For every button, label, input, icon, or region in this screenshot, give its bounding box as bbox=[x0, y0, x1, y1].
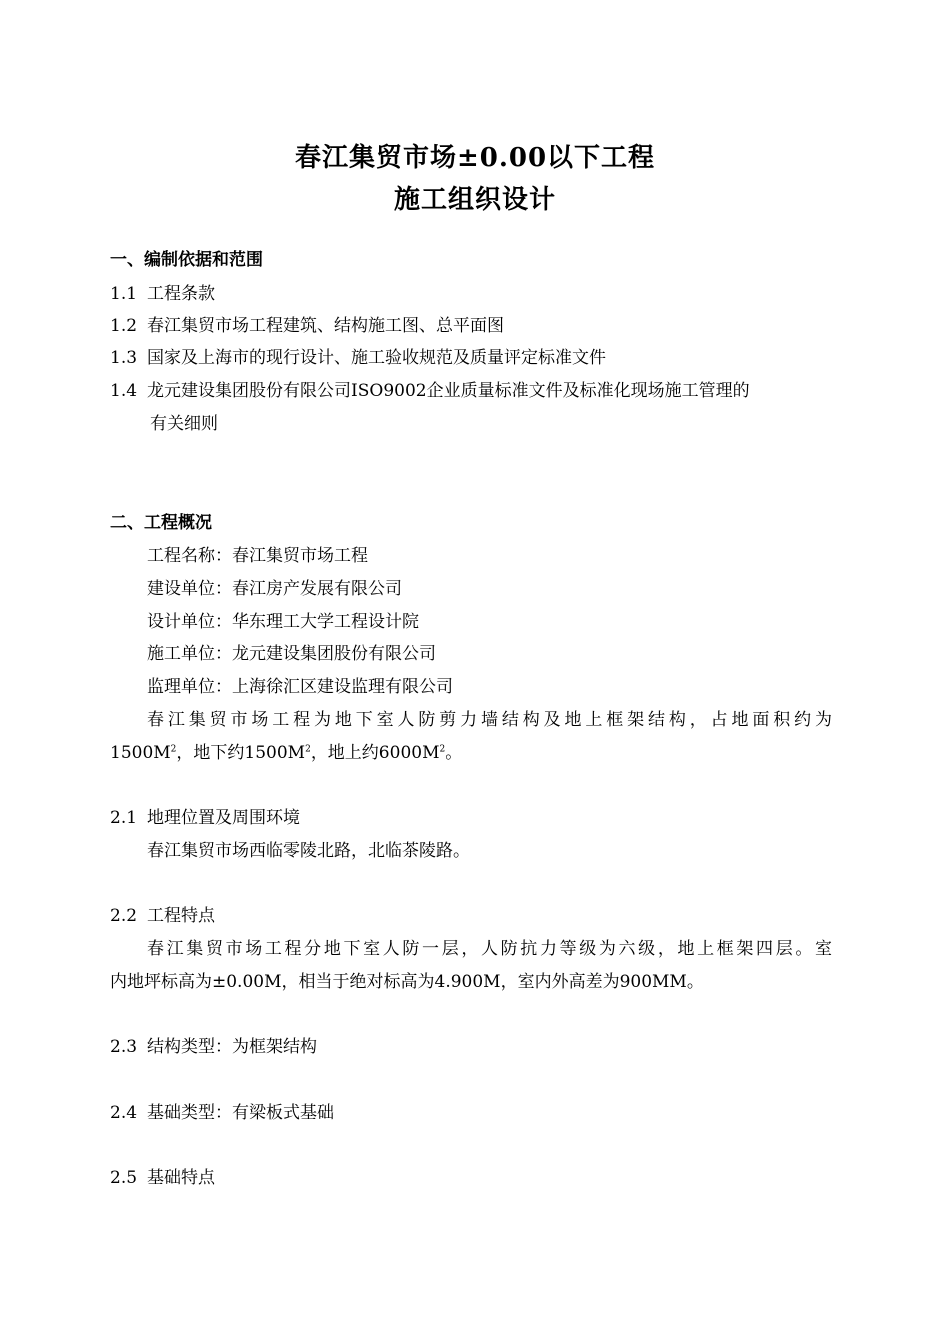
subsection-2-2-body-line2: 内地坪标高为±0.00M，相当于绝对标高为4.900M，室内外高差为900MM。 bbox=[110, 972, 704, 992]
item-text: 春江集贸市场工程建筑、结构施工图、总平面图 bbox=[147, 316, 505, 336]
item-number: 2.5 bbox=[110, 1168, 138, 1188]
subsection-2-5-heading bbox=[110, 1166, 215, 1190]
section1-heading: 一、编制依据和范围 bbox=[110, 250, 263, 270]
section1-item bbox=[110, 314, 504, 338]
item-number: 1.4 bbox=[110, 381, 138, 401]
area-total: 1500M bbox=[110, 743, 171, 763]
item-number: 1.3 bbox=[110, 348, 138, 368]
item-number: 2.1 bbox=[110, 808, 138, 828]
item-text: 龙元建设集团股份有限公司ISO9002企业质量标准文件及标准化现场施工管理的 bbox=[147, 381, 750, 401]
area-underground: ，地下约1500M bbox=[176, 743, 306, 763]
item-number: 1.1 bbox=[110, 284, 138, 304]
item-number: 2.2 bbox=[110, 906, 138, 926]
subsection-title: 基础特点 bbox=[147, 1168, 216, 1188]
subsection-title: 地理位置及周围环境 bbox=[147, 808, 301, 828]
subsection-2-1-heading bbox=[110, 806, 300, 830]
subsection-2-1-body: 春江集贸市场西临零陵北路，北临茶陵路。 bbox=[147, 841, 470, 861]
client-unit: 建设单位：春江房产发展有限公司 bbox=[147, 579, 402, 599]
subsection-title: 工程特点 bbox=[147, 906, 216, 926]
item-text: 国家及上海市的现行设计、施工验收规范及质量评定标准文件 bbox=[147, 348, 607, 368]
overview-paragraph-line2 bbox=[110, 741, 462, 765]
sentence-end: 。 bbox=[445, 743, 463, 763]
item-number: 2.3 bbox=[110, 1037, 138, 1057]
section1-item bbox=[110, 346, 606, 370]
document-title-line2: 施工组织设计 bbox=[393, 185, 556, 215]
section2-heading: 二、工程概况 bbox=[110, 513, 212, 533]
supervision-unit: 监理单位：上海徐汇区建设监理有限公司 bbox=[147, 677, 453, 697]
design-unit: 设计单位：华东理工大学工程设计院 bbox=[147, 612, 419, 632]
project-name: 工程名称：春江集贸市场工程 bbox=[147, 546, 368, 566]
area-aboveground: ，地上约6000M bbox=[310, 743, 440, 763]
section1-item bbox=[110, 282, 215, 306]
subsection-2-4-heading bbox=[110, 1101, 334, 1125]
subsection-2-2-heading bbox=[110, 904, 215, 928]
superscript: 2 bbox=[305, 744, 311, 755]
overview-paragraph-line1: 春江集贸市场工程为地下室人防剪力墙结构及地上框架结构，占地面积约为 bbox=[147, 710, 832, 730]
subsection-2-2-body-line1: 春江集贸市场工程分地下室人防一层，人防抗力等级为六级，地上框架四层。室 bbox=[147, 939, 832, 959]
section1-item bbox=[110, 379, 750, 403]
item-number: 2.4 bbox=[110, 1103, 138, 1123]
construction-unit: 施工单位：龙元建设集团股份有限公司 bbox=[147, 644, 436, 664]
subsection-title: 结构类型：为框架结构 bbox=[147, 1037, 318, 1057]
item-number: 1.2 bbox=[110, 316, 138, 336]
section1-item-continuation: 有关细则 bbox=[150, 414, 218, 434]
document-title-line1: 春江集贸市场±0.00以下工程 bbox=[294, 143, 656, 173]
superscript: 2 bbox=[439, 744, 446, 755]
item-text: 工程条款 bbox=[147, 284, 216, 304]
subsection-2-3-heading bbox=[110, 1035, 317, 1059]
superscript: 2 bbox=[170, 744, 177, 755]
subsection-title: 基础类型：有梁板式基础 bbox=[147, 1103, 335, 1123]
